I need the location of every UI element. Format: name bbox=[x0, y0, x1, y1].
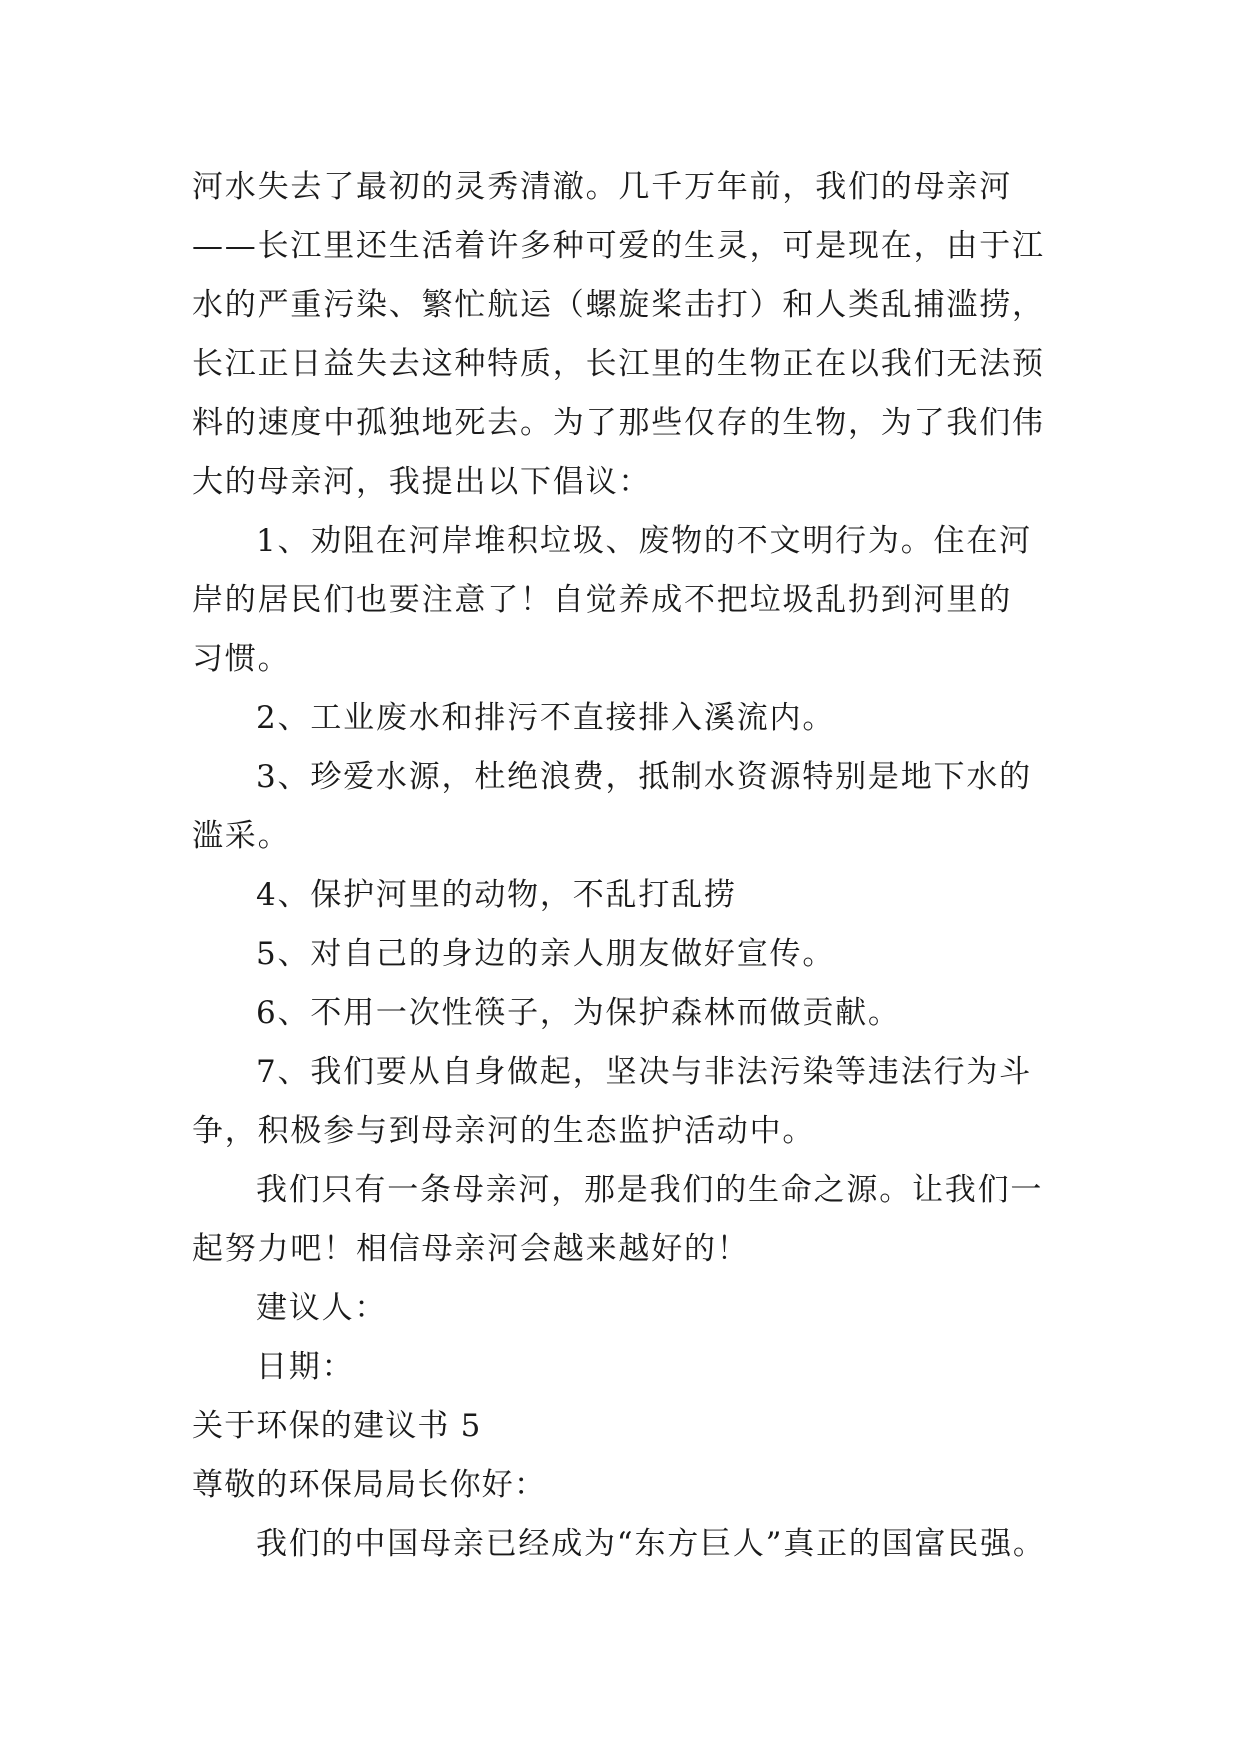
body-line: 河水失去了最初的灵秀清澈。几千万年前，我们的母亲河 bbox=[192, 169, 1012, 205]
body-line: 大的母亲河，我提出以下倡议： bbox=[192, 464, 652, 500]
body-line: 争，积极参与到母亲河的生态监护活动中。 bbox=[192, 1113, 816, 1149]
body-line: 起努力吧！相信母亲河会越来越好的！ bbox=[192, 1231, 750, 1267]
list-item-5: 5、对自己的身边的亲人朋友做好宣传。 bbox=[256, 936, 836, 972]
list-item-6: 6、不用一次性筷子，为保护森林而做贡献。 bbox=[256, 995, 901, 1031]
proposer-label: 建议人： bbox=[256, 1290, 388, 1326]
body-line: 水的严重污染、繁忙航运（螺旋桨击打）和人类乱捕滥捞， bbox=[192, 287, 1045, 323]
body-line: 料的速度中孤独地死去。为了那些仅存的生物，为了我们伟 bbox=[192, 405, 1045, 441]
list-item-4: 4、保护河里的动物，不乱打乱捞 bbox=[256, 877, 737, 913]
document-body bbox=[192, 158, 1072, 1574]
section-title: 关于环保的建议书 5 bbox=[192, 1408, 482, 1444]
body-line: 我们的中国母亲已经成为“东方巨人”真正的国富民强。 bbox=[256, 1526, 1046, 1562]
body-line: 滥采。 bbox=[192, 818, 291, 854]
body-line: 习惯。 bbox=[192, 641, 291, 677]
body-line: 岸的居民们也要注意了！自觉养成不把垃圾乱扔到河里的 bbox=[192, 582, 1012, 618]
list-item-7: 7、我们要从自身做起，坚决与非法污染等违法行为斗 bbox=[256, 1054, 1032, 1090]
body-line: ——长江里还生活着许多种可爱的生灵，可是现在，由于江 bbox=[192, 228, 1045, 264]
list-item-1: 1、劝阻在河岸堆积垃圾、废物的不文明行为。住在河 bbox=[256, 523, 1032, 559]
date-label: 日期： bbox=[256, 1349, 355, 1385]
closing-paragraph: 我们只有一条母亲河，那是我们的生命之源。让我们一 bbox=[256, 1172, 1044, 1208]
list-item-2: 2、工业废水和排污不直接排入溪流内。 bbox=[256, 700, 836, 736]
salutation: 尊敬的环保局局长你好： bbox=[192, 1467, 547, 1503]
body-line: 长江正日益失去这种特质，长江里的生物正在以我们无法预 bbox=[192, 346, 1045, 382]
list-item-3: 3、珍爱水源，杜绝浪费，抵制水资源特别是地下水的 bbox=[256, 759, 1032, 795]
